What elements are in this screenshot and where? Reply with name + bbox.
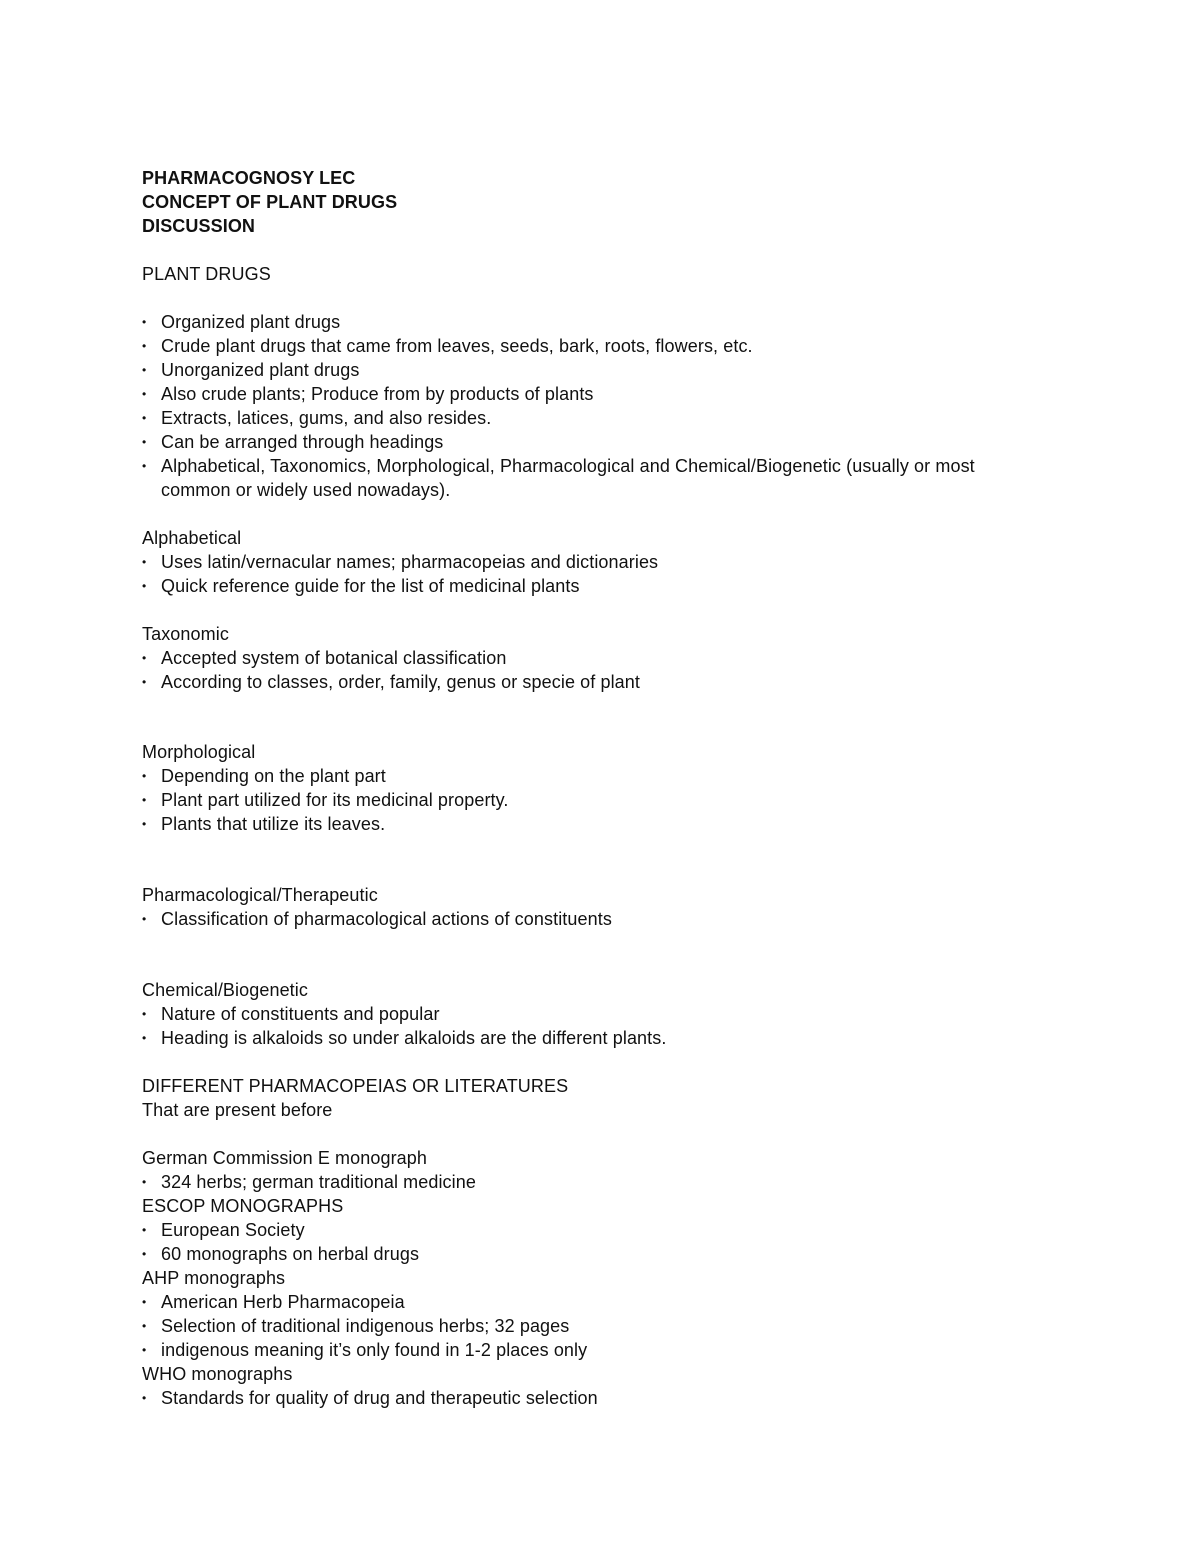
alphabetical-list bbox=[142, 550, 1042, 598]
german-list bbox=[142, 1170, 1042, 1194]
list-item: • 60 monographs on herbal drugs bbox=[142, 1242, 1042, 1266]
morphological-list bbox=[142, 764, 1042, 836]
pharmacological-list bbox=[142, 907, 1042, 931]
list-item: • According to classes, order, family, genus or specie of plant bbox=[142, 670, 1042, 694]
list-item: • Selection of traditional indigenous herbs; 32 pages bbox=[142, 1314, 1042, 1338]
taxonomic-heading: Taxonomic bbox=[142, 624, 229, 644]
chemical-heading: Chemical/Biogenetic bbox=[142, 980, 308, 1000]
plant-drugs-list bbox=[142, 310, 1042, 502]
list-item: • Extracts, latices, gums, and also resides. bbox=[142, 406, 1042, 430]
list-item: • Quick reference guide for the list of medicinal plants bbox=[142, 574, 1042, 598]
list-item: • Crude plant drugs that came from leaves, seeds, bark, roots, flowers, etc. bbox=[142, 334, 1042, 358]
list-item: • 324 herbs; german traditional medicine bbox=[142, 1170, 1042, 1194]
who-heading: WHO monographs bbox=[142, 1364, 293, 1384]
who-list bbox=[142, 1386, 1042, 1410]
list-item: • Standards for quality of drug and therapeutic selection bbox=[142, 1386, 1042, 1410]
escop-list bbox=[142, 1218, 1042, 1266]
list-item: • Can be arranged through headings bbox=[142, 430, 1042, 454]
list-item: • Alphabetical, Taxonomics, Morphological, Pharmacological and Chemical/Biogenetic (usually or most common or widely used nowadays). bbox=[142, 454, 1042, 502]
list-item: • Plant part utilized for its medicinal property. bbox=[142, 788, 1042, 812]
list-item: • European Society bbox=[142, 1218, 1042, 1242]
german-heading: German Commission E monograph bbox=[142, 1148, 428, 1168]
list-item: • Organized plant drugs bbox=[142, 310, 1042, 334]
list-item: • indigenous meaning it’s only found in 1-2 places only bbox=[142, 1338, 1042, 1362]
list-item: • Heading is alkaloids so under alkaloids are the different plants. bbox=[142, 1026, 1042, 1050]
list-item: • Also crude plants; Produce from by products of plants bbox=[142, 382, 1042, 406]
list-item: • Unorganized plant drugs bbox=[142, 358, 1042, 382]
plant-drugs-heading: PLANT DRUGS bbox=[142, 264, 271, 284]
list-item: • Nature of constituents and popular bbox=[142, 1002, 1042, 1026]
alphabetical-heading: Alphabetical bbox=[142, 528, 242, 548]
topic-title: CONCEPT OF PLANT DRUGS bbox=[142, 192, 398, 212]
list-item: • Depending on the plant part bbox=[142, 764, 1042, 788]
list-item: • Accepted system of botanical classification bbox=[142, 646, 1042, 670]
morphological-heading: Morphological bbox=[142, 742, 256, 762]
taxonomic-list bbox=[142, 646, 1042, 694]
ahp-list bbox=[142, 1290, 1042, 1362]
document-content bbox=[142, 166, 1042, 1410]
chemical-list bbox=[142, 1002, 1042, 1050]
list-item: • Classification of pharmacological actions of constituents bbox=[142, 907, 1042, 931]
literatures-subheading: That are present before bbox=[142, 1100, 333, 1120]
course-title: PHARMACOGNOSY LEC bbox=[142, 168, 356, 188]
section-title: DISCUSSION bbox=[142, 216, 256, 236]
list-item: • Plants that utilize its leaves. bbox=[142, 812, 1042, 836]
list-item: • American Herb Pharmacopeia bbox=[142, 1290, 1042, 1314]
ahp-heading: AHP monographs bbox=[142, 1268, 286, 1288]
escop-heading: ESCOP MONOGRAPHS bbox=[142, 1196, 344, 1216]
pharmacological-heading: Pharmacological/Therapeutic bbox=[142, 885, 378, 905]
literatures-heading: DIFFERENT PHARMACOPEIAS OR LITERATURES bbox=[142, 1076, 569, 1096]
list-item: • Uses latin/vernacular names; pharmacopeias and dictionaries bbox=[142, 550, 1042, 574]
